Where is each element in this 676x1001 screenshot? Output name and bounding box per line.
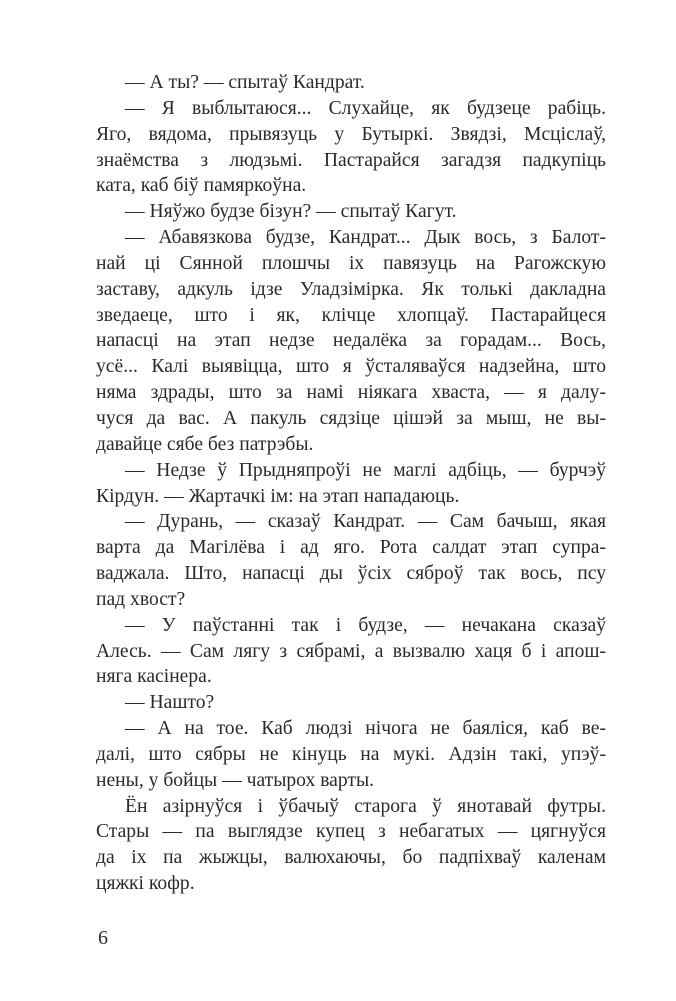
text-line: — Недзе ў Прыдняпроўі не маглі адбіць, — бурчэў	[125, 459, 606, 481]
paragraph	[96, 96, 606, 199]
paragraph	[96, 458, 606, 510]
text-line: далі, што сябры не кінуць на мукі. Адзін такі, упэў-	[96, 743, 606, 765]
text-line: усё... Калі выявіцца, што я ўсталяваўся надзейна, што	[96, 356, 606, 378]
text-line: — У паўстанні так і будзе, — нечакана сказаў	[125, 614, 606, 636]
text-line: знаёмства з людзьмі. Пастарайся загадзя падкупіць	[96, 149, 606, 171]
text-line: няга касінера.	[96, 666, 212, 688]
text-line: — Дурань, — сказаў Кандрат. — Сам бачыш, якая	[125, 511, 606, 533]
text-line: давайце сябе без патрэбы.	[96, 433, 314, 455]
text-line: — А на тое. Каб людзі нічога не баяліся, каб ве-	[125, 718, 606, 740]
paragraph	[96, 716, 606, 794]
text-line: да іх па жыжцы, валюхаючы, бо падпіхваў каленам	[96, 847, 606, 869]
text-line: пад хвост?	[96, 588, 186, 610]
text-line: Стары — па выглядзе купец з небагатых — цягнуўся	[96, 821, 606, 843]
text-line: — Я выблытаюся... Слухайце, як будзеце рабіць.	[125, 97, 606, 119]
text-line: цяжкі кофр.	[96, 873, 195, 895]
text-line: най ці Сянной плошчы іх павязуць на Рагожскую	[96, 252, 606, 274]
paragraph	[96, 690, 606, 716]
page-number: 6	[98, 927, 108, 949]
text-line: — Нашто?	[125, 692, 215, 714]
paragraph	[96, 794, 606, 897]
text-line: Алесь. — Сам лягу з сябрамі, а вызвалю хаця б і апош-	[96, 640, 606, 662]
text-line: — А ты? — спытаў Кандрат.	[125, 72, 365, 93]
text-line: няма здрады, што за намі ніякага хваста, — я далу-	[96, 382, 606, 404]
text-line: нены, у бойцы — чатырох варты.	[96, 769, 375, 791]
text-line: Ён азірнуўся і ўбачыў старога ў янотавай футры.	[125, 795, 606, 817]
text-line: ваджала. Што, напасці ды ўсіх сяброў так вось, псу	[96, 563, 606, 585]
text-line: — Няўжо будзе бізун? — спытаў Кагут.	[125, 201, 457, 223]
paragraph	[96, 509, 606, 612]
text-line: варта да Магілёва і ад яго. Рота салдат этап супра-	[96, 537, 606, 559]
text-line: чуся да вас. А пакуль сядзіце цішэй за мыш, не вы-	[96, 407, 606, 429]
paragraph	[96, 70, 606, 96]
text-line: заставу, адкуль ідзе Уладзімірка. Як толькі дакладна	[96, 278, 606, 300]
text-line: Кірдун. — Жартачкі ім: на этап нападаюць.	[96, 485, 460, 507]
text-line: Яго, вядома, прывязуць у Бутыркі. Звядзі, Мсціслаў,	[96, 123, 606, 145]
text-line: зведаеце, што і як, клічце хлопцаў. Пастарайцеся	[96, 304, 606, 326]
text-line: напасці на этап недзе недалёка за горадам... Вось,	[96, 330, 606, 352]
text-line: — Абавязкова будзе, Кандрат... Дык вось, з Балот-	[125, 227, 606, 249]
paragraph	[96, 613, 606, 691]
paragraph	[96, 199, 606, 225]
text-line: ката, каб біў памяркоўна.	[96, 175, 307, 197]
page-body-text	[96, 70, 606, 897]
paragraph	[96, 225, 606, 458]
